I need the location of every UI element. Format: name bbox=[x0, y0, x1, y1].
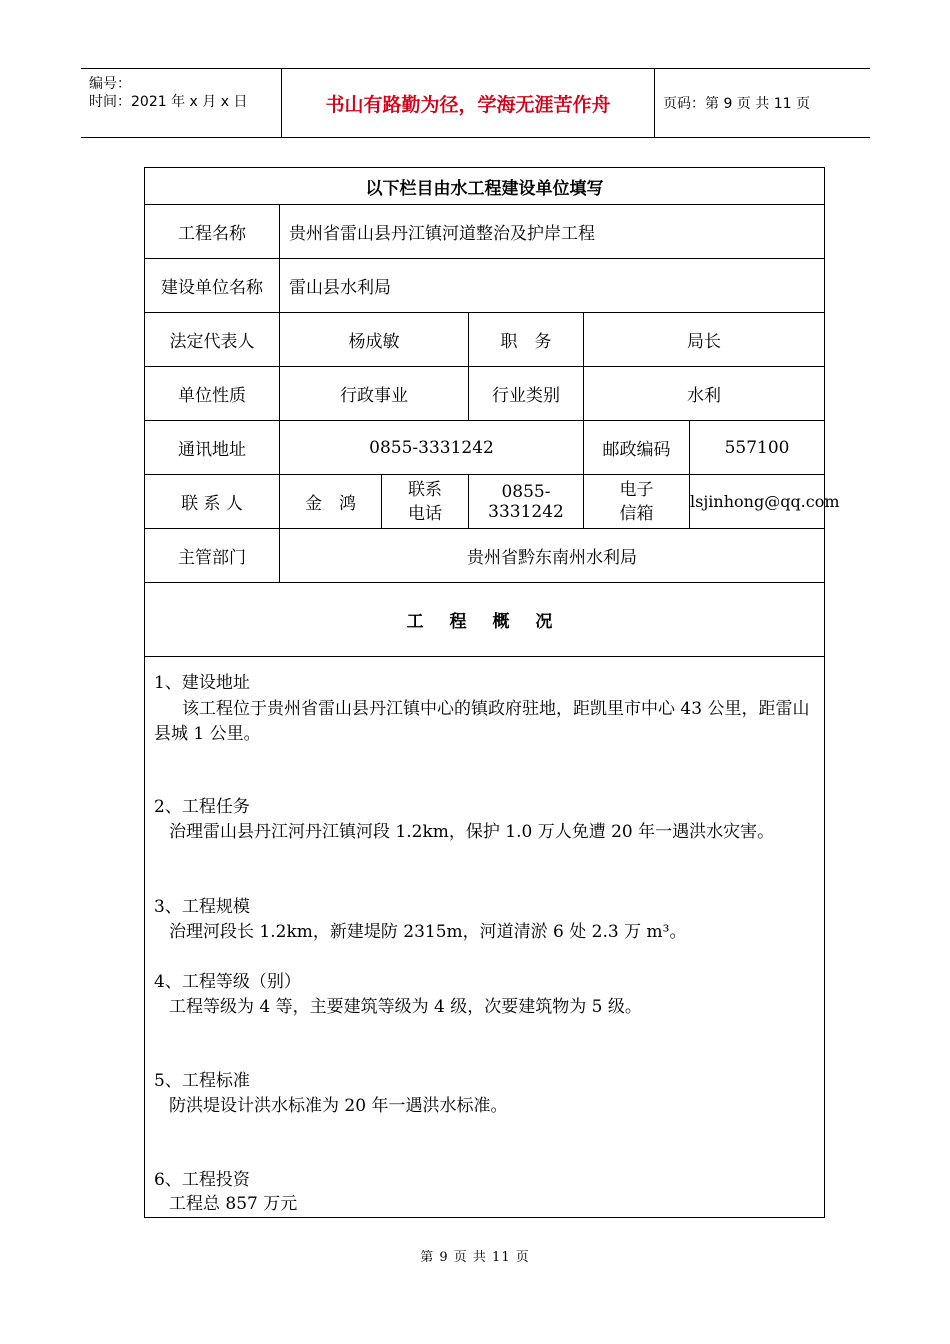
dept-label: 主管部门 bbox=[145, 529, 280, 583]
phone-label-line1: 联系 bbox=[408, 479, 442, 500]
contact-value: 金 鸿 bbox=[280, 475, 382, 529]
industry-value: 水利 bbox=[584, 367, 825, 421]
s1-body: 该工程位于贵州省雷山县丹江镇中心的镇政府驻地，距凯里市中心 43 公里，距雷山县城 1 公里。 bbox=[154, 699, 810, 744]
header-motto: 书山有路勤为径，学海无涯苦作舟 bbox=[281, 69, 655, 137]
overview-content bbox=[145, 657, 825, 1218]
email-value: lsjinhong@qq.com bbox=[690, 475, 825, 529]
header-meta bbox=[81, 69, 281, 137]
s5-body: 防洪堤设计洪水标准为 20 年一遇洪水标准。 bbox=[169, 1096, 508, 1116]
overview-title: 工 程 概 况 bbox=[145, 583, 825, 657]
position-value: 局长 bbox=[584, 313, 825, 367]
unit-name-value: 雷山县水利局 bbox=[280, 259, 825, 313]
postcode-label: 邮政编码 bbox=[584, 421, 690, 475]
email-label-line1: 电子 bbox=[619, 479, 654, 500]
s6-title: 6、工程投资 bbox=[154, 1170, 250, 1190]
contact-label: 联 系 人 bbox=[145, 475, 280, 529]
legal-rep-value: 杨成敏 bbox=[280, 313, 469, 367]
unit-nature-value: 行政事业 bbox=[280, 367, 469, 421]
email-label-line2: 信箱 bbox=[619, 503, 654, 524]
address-value: 0855-3331242 bbox=[280, 421, 584, 475]
email-label bbox=[584, 475, 690, 529]
s3-body: 治理河段长 1.2km，新建堤防 2315m，河道清淤 6 处 2.3 万 m³。 bbox=[169, 922, 687, 942]
project-name-label: 工程名称 bbox=[145, 205, 280, 259]
s2-title: 2、工程任务 bbox=[154, 797, 250, 817]
s2-body: 治理雷山县丹江河丹江镇河段 1.2km，保护 1.0 万人免遭 20 年一遇洪水灾害。 bbox=[169, 822, 775, 842]
s6-body: 工程总 857 万元 bbox=[169, 1194, 298, 1214]
phone-value: 0855-3331242 bbox=[469, 475, 584, 529]
form-banner: 以下栏目由水工程建设单位填写 bbox=[145, 168, 825, 205]
s4-title: 4、工程等级（别） bbox=[154, 972, 301, 992]
unit-nature-label: 单位性质 bbox=[145, 367, 280, 421]
s5-title: 5、工程标准 bbox=[154, 1071, 250, 1091]
header-page-label: 页码：第 9 页 共 11 页 bbox=[663, 96, 810, 112]
s1-title: 1、建设地址 bbox=[154, 673, 250, 693]
page-header bbox=[81, 68, 870, 138]
time-label: 时间：2021 年 x 月 x 日 bbox=[89, 94, 248, 110]
s4-body: 工程等级为 4 等，主要建筑等级为 4 级，次要建筑物为 5 级。 bbox=[169, 997, 642, 1017]
registration-form-table bbox=[144, 167, 840, 1218]
s3-title: 3、工程规模 bbox=[154, 897, 250, 917]
postcode-value: 557100 bbox=[690, 421, 825, 475]
number-label: 编号： bbox=[89, 76, 131, 92]
address-label: 通讯地址 bbox=[145, 421, 280, 475]
industry-label: 行业类别 bbox=[469, 367, 584, 421]
legal-rep-label: 法定代表人 bbox=[145, 313, 280, 367]
phone-label bbox=[382, 475, 469, 529]
position-label: 职 务 bbox=[469, 313, 584, 367]
page-footer: 第 9 页 共 11 页 bbox=[420, 1250, 530, 1265]
phone-label-line2: 电话 bbox=[408, 503, 442, 524]
unit-name-label: 建设单位名称 bbox=[145, 259, 280, 313]
dept-value: 贵州省黔东南州水利局 bbox=[280, 529, 825, 583]
project-name-value: 贵州省雷山县丹江镇河道整治及护岸工程 bbox=[280, 205, 825, 259]
